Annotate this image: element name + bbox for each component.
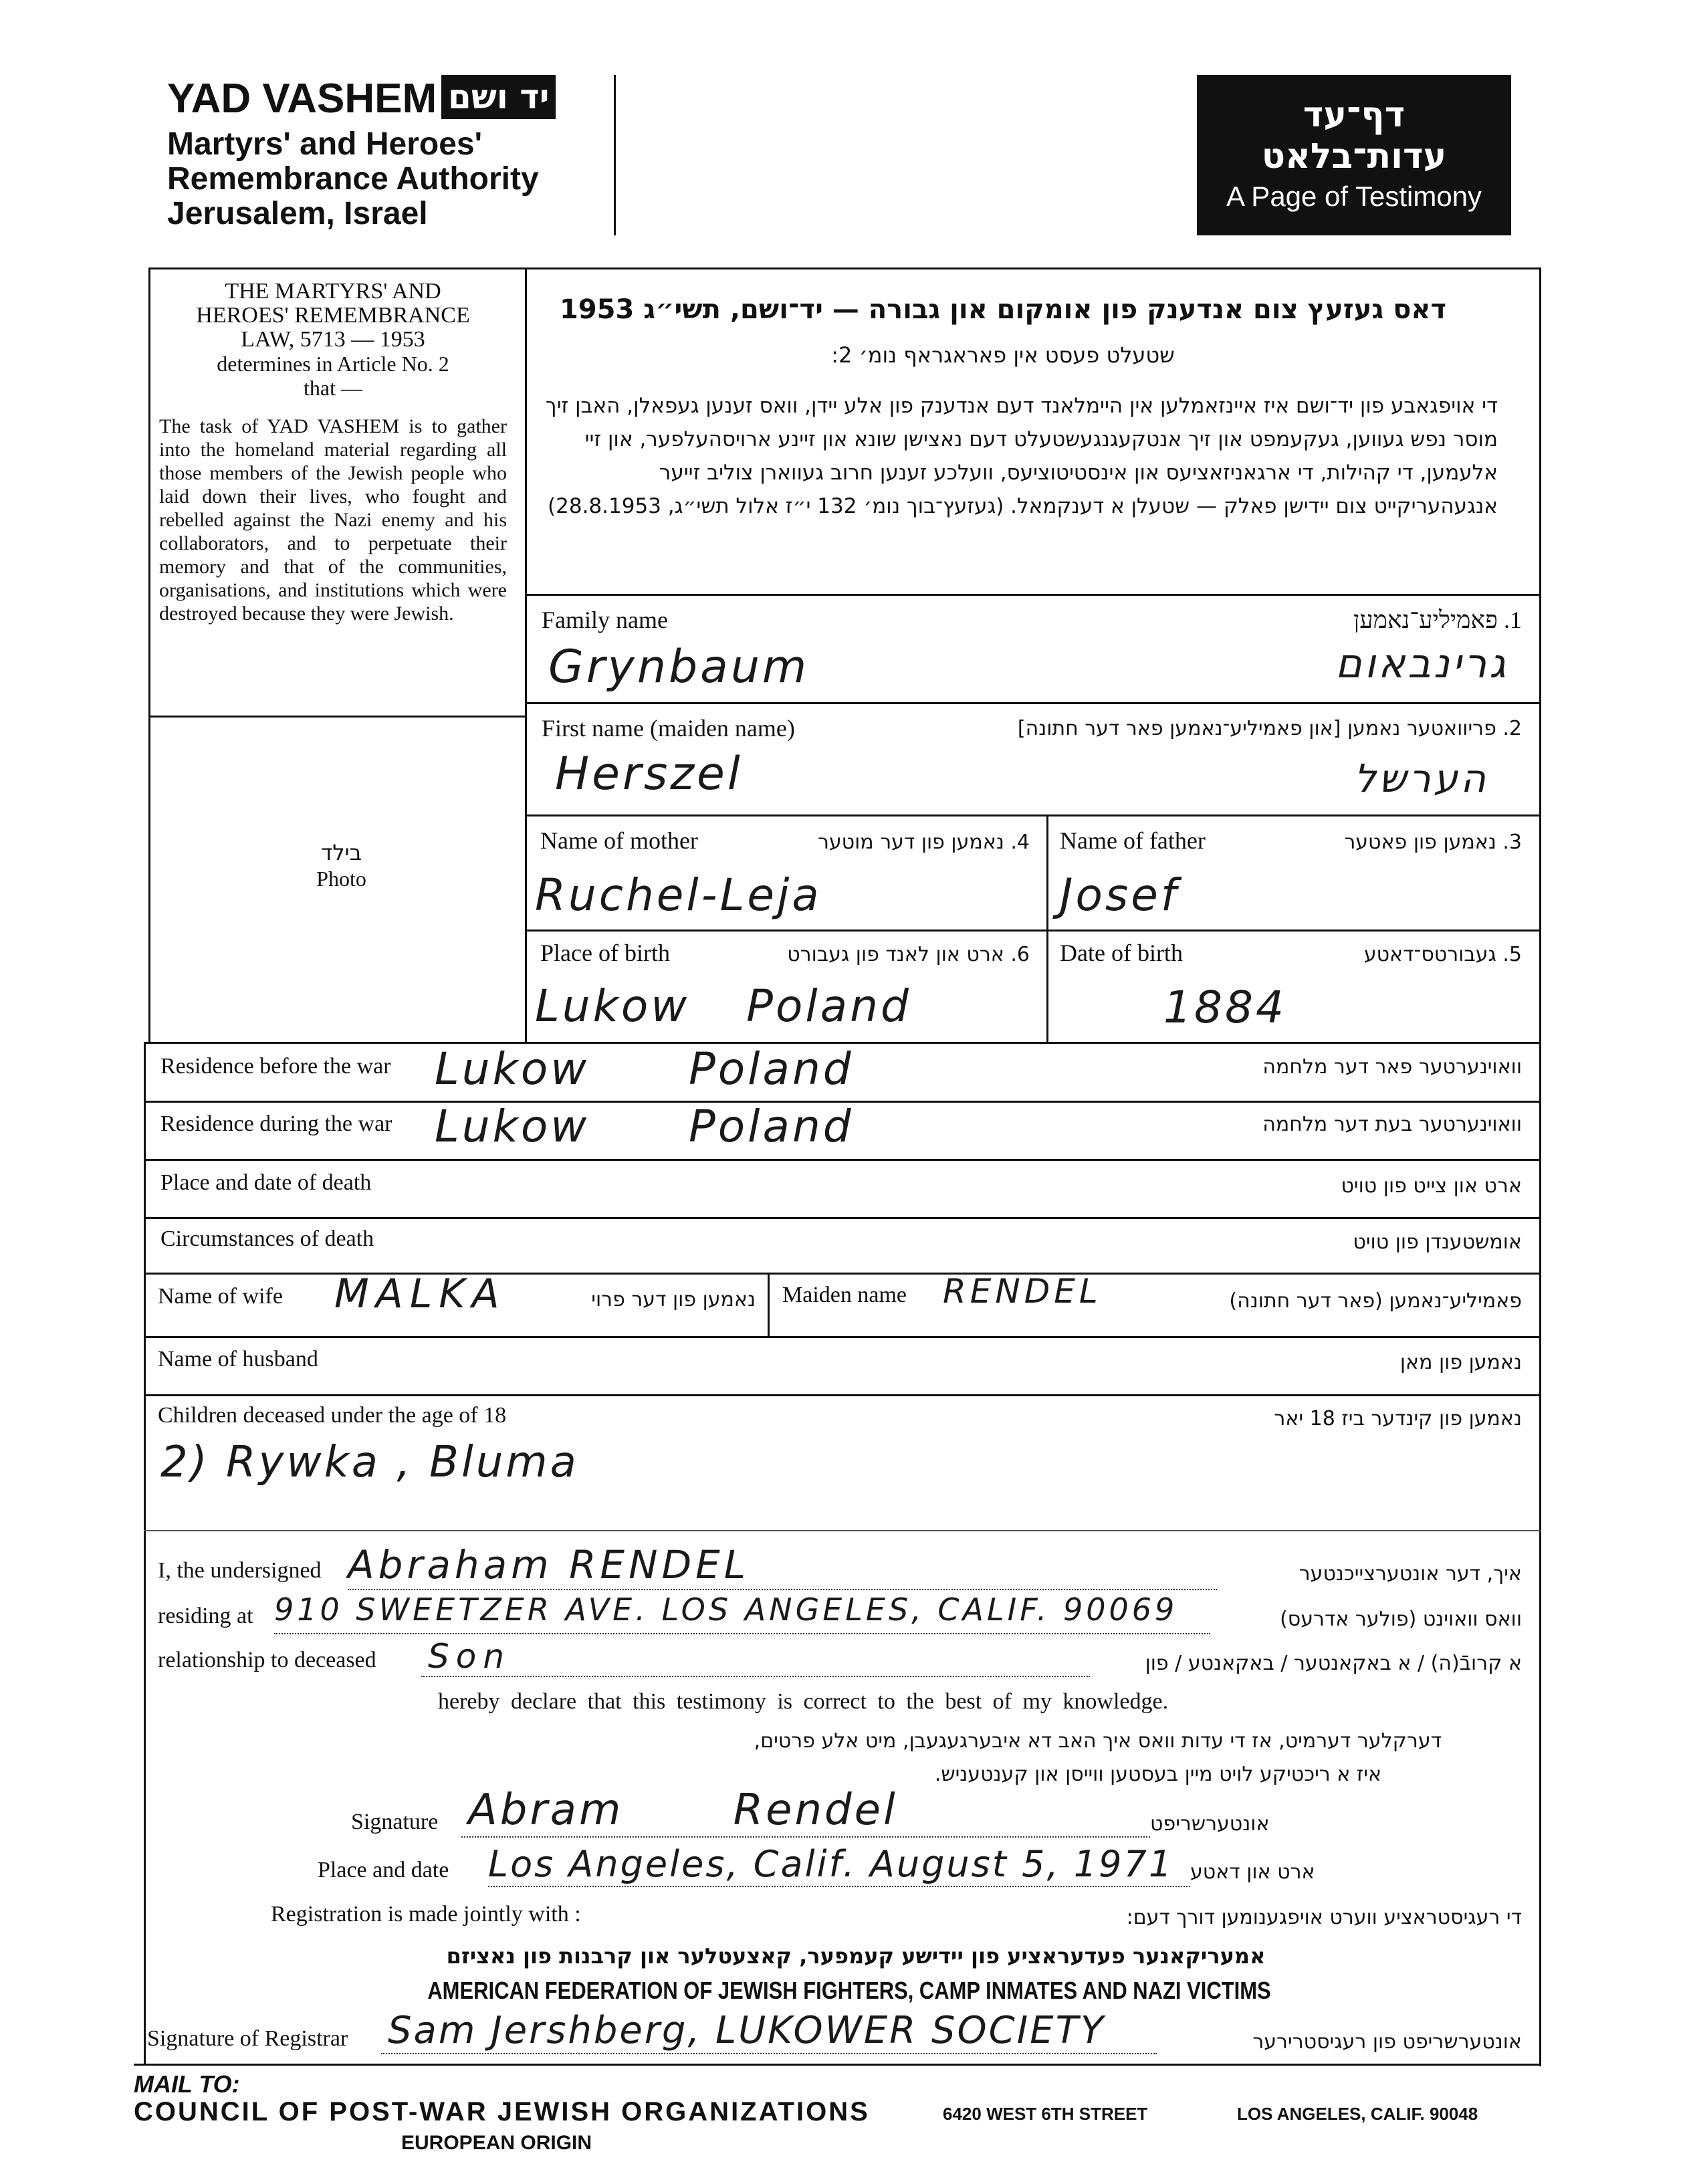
- maiden-name-value: RENDEL: [943, 1272, 1102, 1311]
- relationship-value: Son: [428, 1637, 512, 1676]
- birth-place-value: Lukow Poland: [535, 980, 911, 1032]
- place-date-value: Los Angeles, Calif. August 5, 1971: [488, 1843, 1174, 1885]
- law-line-2: HEROES' REMEMBRANCE: [196, 303, 470, 328]
- first-name-label-hebrew: 2. פריוואטער נאמען [און פאמיליע־נאמען פאר דער חתונה]: [1017, 717, 1522, 740]
- org-subtitle-3: Jerusalem, Israel: [167, 196, 428, 231]
- maiden-name-label: Maiden name: [782, 1283, 907, 1307]
- frame-right: [1539, 267, 1541, 2066]
- registrar-signature-line: [381, 2053, 1157, 2054]
- signature-line: [461, 1836, 1150, 1838]
- testimony-title-hebrew: דף־עד: [1303, 95, 1405, 135]
- family-name-label: Family name: [542, 607, 668, 633]
- testimony-title-box: [1197, 75, 1511, 235]
- org-subtitle-2: Remembrance Authority: [167, 161, 539, 197]
- birth-place-label-hebrew: 6. ארט און לאנד פון געבורט: [787, 943, 1030, 966]
- husband-name-label: Name of husband: [158, 1347, 318, 1372]
- frame-row-10: [144, 1336, 1541, 1338]
- residence-before-country: Poland: [689, 1043, 854, 1095]
- frame-row-12: [144, 1530, 1541, 1531]
- mail-to-label: MAIL TO:: [134, 2070, 240, 2098]
- frame-left-upper: [148, 267, 150, 1043]
- law-line-5: that —: [304, 376, 362, 400]
- wife-name-label: Name of wife: [158, 1284, 283, 1309]
- frame-photo-divider: [525, 267, 527, 1043]
- undersigned-value: Abraham RENDEL: [348, 1542, 750, 1588]
- residing-line: [274, 1633, 1210, 1634]
- birth-place-label: Place of birth: [540, 940, 670, 966]
- org-name: YAD VASHEM: [167, 76, 437, 122]
- relationship-label: relationship to deceased: [158, 1648, 376, 1672]
- law-line-4: determines in Article No. 2: [217, 352, 449, 376]
- council-origin: EUROPEAN ORIGIN: [401, 2132, 592, 2154]
- photo-label: Photo: [316, 867, 366, 891]
- first-name-value-hebrew: הערשל: [1354, 756, 1488, 801]
- children-value: 2) Rywka , Bluma: [160, 1438, 579, 1487]
- undersigned-label-hebrew: איך, דער אונטערצייכנטער: [1299, 1562, 1522, 1586]
- father-name-label-hebrew: 3. נאמען פון פאטער: [1344, 831, 1522, 854]
- father-name-value: Josef: [1060, 869, 1179, 921]
- registrar-signature-label: Signature of Registrar: [147, 2026, 348, 2051]
- residence-before-label: Residence before the war: [160, 1054, 391, 1079]
- federation-name-hebrew: אמעריקאנער פעדעראציע פון יידישע קעמפער, קאצעטלער און קרבנות פון נאציזם: [446, 1943, 1266, 1969]
- signature-value: Abram Rendel: [468, 1785, 898, 1835]
- place-date-line: [488, 1886, 1190, 1887]
- org-name-hebrew-logo: יד ושם: [441, 75, 556, 119]
- wife-name-label-hebrew: נאמען פון דער פרוי: [591, 1288, 756, 1311]
- registration-label: Registration is made jointly with :: [271, 1902, 581, 1927]
- undersigned-label: I, the undersigned: [158, 1558, 322, 1583]
- signature-label: Signature: [351, 1810, 439, 1834]
- residence-during-label: Residence during the war: [160, 1111, 392, 1136]
- death-circumstances-label: Circumstances of death: [160, 1226, 374, 1251]
- death-place-label: Place and date of death: [160, 1170, 372, 1195]
- residence-before-label-hebrew: וואוינערטער פאר דער מלחמה: [1262, 1055, 1522, 1079]
- hebrew-law-body: די אויפגאבע פון יד־ושם איז איינזאמלען אין היימלאנד דעם אנדענק פון אלע יידן, וואס זענען געפאלן, האבן זיך מוסר נפש געווען, געקעמפט און זיך אנטקעגנגעשטעלט דעם נאצישן שונא און זיינע ארויסהעלפער, און זיי אלעמען, די קהילות, די ארגאניזאציעס און אינסטיטוציעס, וועלכע זענען חרוב געווארן צוליב זייער אנגעהעריקייט צום יידישן פאלק — שטעלן א דענקמאל. (געזעץ־בוך נומ׳ 132 י״ז אלול תשי״ג, 28.8.1953): [545, 394, 1498, 518]
- testimony-title-english: A Page of Testimony: [1226, 181, 1482, 212]
- first-name-label: First name (maiden name): [542, 715, 795, 742]
- frame-row-2: [525, 702, 1541, 704]
- relationship-label-hebrew: א קרובֿ(ה) / א באקאנטער / באקאנטע / פון: [1145, 1652, 1522, 1675]
- family-name-label-hebrew: 1. פאמיליע־נאמען: [1353, 607, 1522, 633]
- relationship-line: [421, 1676, 1090, 1677]
- frame-law-bottom: [148, 716, 526, 718]
- photo-label-hebrew: בילד: [320, 840, 362, 865]
- header-divider: [614, 75, 616, 235]
- testimony-title-yiddish: עדות־בלאט: [1261, 136, 1447, 177]
- mother-name-value: Ruchel-Leja: [535, 869, 822, 921]
- first-name-value: Herszel: [555, 748, 743, 800]
- maiden-name-label-hebrew: פאמיליע־נאמען (פאר דער חתונה): [1229, 1289, 1522, 1313]
- declaration-hebrew-2: איז א ריכטיקע לויט מיין בעסטען ווייסן און קענטעניש.: [934, 1763, 1381, 1786]
- family-name-value: Grynbaum: [548, 641, 810, 693]
- law-citation: [159, 280, 507, 400]
- footer-street: 6420 WEST 6TH STREET: [943, 2104, 1148, 2124]
- residence-during-label-hebrew: וואוינערטער בעת דער מלחמה: [1262, 1113, 1522, 1136]
- frame-row-11: [144, 1394, 1541, 1396]
- children-label: Children deceased under the age of 18: [158, 1403, 507, 1428]
- birth-date-label-hebrew: 5. געבורטס־דאטע: [1363, 943, 1522, 966]
- father-name-label: Name of father: [1060, 827, 1206, 854]
- frame-bottom: [134, 2064, 1541, 2066]
- footer-city: LOS ANGELES, CALIF. 90048: [1237, 2104, 1478, 2124]
- declaration-hebrew-1: דערקלער דערמיט, אז די עדות וואס איך האב דא איבערגעגעבן, מיט אלע פרטים,: [754, 1729, 1442, 1753]
- registration-label-hebrew: די רעגיסטראציע ווערט אויפגענומען דורך דעם:: [1126, 1906, 1522, 1929]
- frame-row-8: [144, 1217, 1541, 1219]
- frame-top: [148, 267, 1541, 269]
- place-date-label: Place and date: [318, 1858, 449, 1882]
- mother-name-label: Name of mother: [540, 827, 698, 854]
- wife-name-value: MALKA: [334, 1271, 506, 1317]
- registrar-signature-label-hebrew: אונטערשריפט פון רעגיסטרירער: [1252, 2030, 1522, 2054]
- declaration-text: hereby declare that this testimony is correct to the best of my knowledge.: [438, 1689, 1169, 1714]
- frame-left-lower: [144, 1042, 146, 2065]
- residence-during-country: Poland: [689, 1101, 854, 1152]
- org-subtitle-1: Martyrs' and Heroes': [167, 126, 482, 162]
- residence-during-city: Lukow: [435, 1101, 590, 1152]
- residing-value: 910 SWEETZER AVE. LOS ANGELES, CALIF. 90069: [274, 1592, 1178, 1628]
- residence-before-city: Lukow: [435, 1043, 590, 1095]
- hebrew-law-subtitle: שטעלט פעסט אין פאראגראף נומ׳ 2:: [831, 342, 1175, 368]
- frame-col-mid: [1046, 814, 1048, 1043]
- law-task-text: The task of YAD VASHEM is to gather into the homeland material regarding all those members of the Jewish people who laid down their lives, who fought and rebelled against the Nazi enemy and his collaborators, and to perpetuate their memory and that of the communities, organisations, and institutions which were destroyed because they were Jewish.: [159, 415, 507, 625]
- residing-label-hebrew: וואס וואוינט (פולער אדרעס): [1280, 1608, 1522, 1631]
- frame-col-wife: [768, 1273, 770, 1337]
- law-line-3: LAW, 5713 — 1953: [241, 327, 425, 352]
- frame-row-7: [144, 1159, 1541, 1161]
- frame-row-3: [525, 814, 1541, 816]
- frame-row-1: [525, 594, 1541, 596]
- birth-date-label: Date of birth: [1060, 940, 1183, 966]
- hebrew-law-title: דאס געזעץ צום אנדענק פון אומקום און גבורה — יד־ושם, תשי״ג 1953: [559, 294, 1447, 325]
- registrar-signature-value: Sam Jershberg, LUKOWER SOCIETY: [388, 2009, 1106, 2052]
- place-date-label-hebrew: ארט און דאטע: [1190, 1860, 1315, 1884]
- death-place-label-hebrew: ארט און צייט פון טויט: [1341, 1174, 1522, 1198]
- family-name-value-hebrew: גרינבאום: [1335, 641, 1508, 687]
- federation-name: AMERICAN FEDERATION OF JEWISH FIGHTERS, CAMP INMATES AND NAZI VICTIMS: [427, 1977, 1271, 2004]
- signature-label-hebrew: אונטערשריפט: [1150, 1812, 1270, 1836]
- husband-name-label-hebrew: נאמען פון מאן: [1399, 1351, 1522, 1374]
- birth-date-value: 1884: [1163, 982, 1286, 1033]
- undersigned-line: [348, 1589, 1217, 1590]
- law-line-1: THE MARTYRS' AND: [225, 279, 441, 304]
- council-name: COUNCIL OF POST-WAR JEWISH ORGANIZATIONS: [134, 2097, 870, 2126]
- children-label-hebrew: נאמען פון קינדער ביז 18 יאר: [1274, 1407, 1522, 1430]
- mother-name-label-hebrew: 4. נאמען פון דער מוטער: [817, 831, 1030, 854]
- frame-row-4: [525, 930, 1541, 932]
- death-circumstances-label-hebrew: אומשטענדן פון טויט: [1353, 1230, 1522, 1254]
- residing-label: residing at: [158, 1604, 253, 1628]
